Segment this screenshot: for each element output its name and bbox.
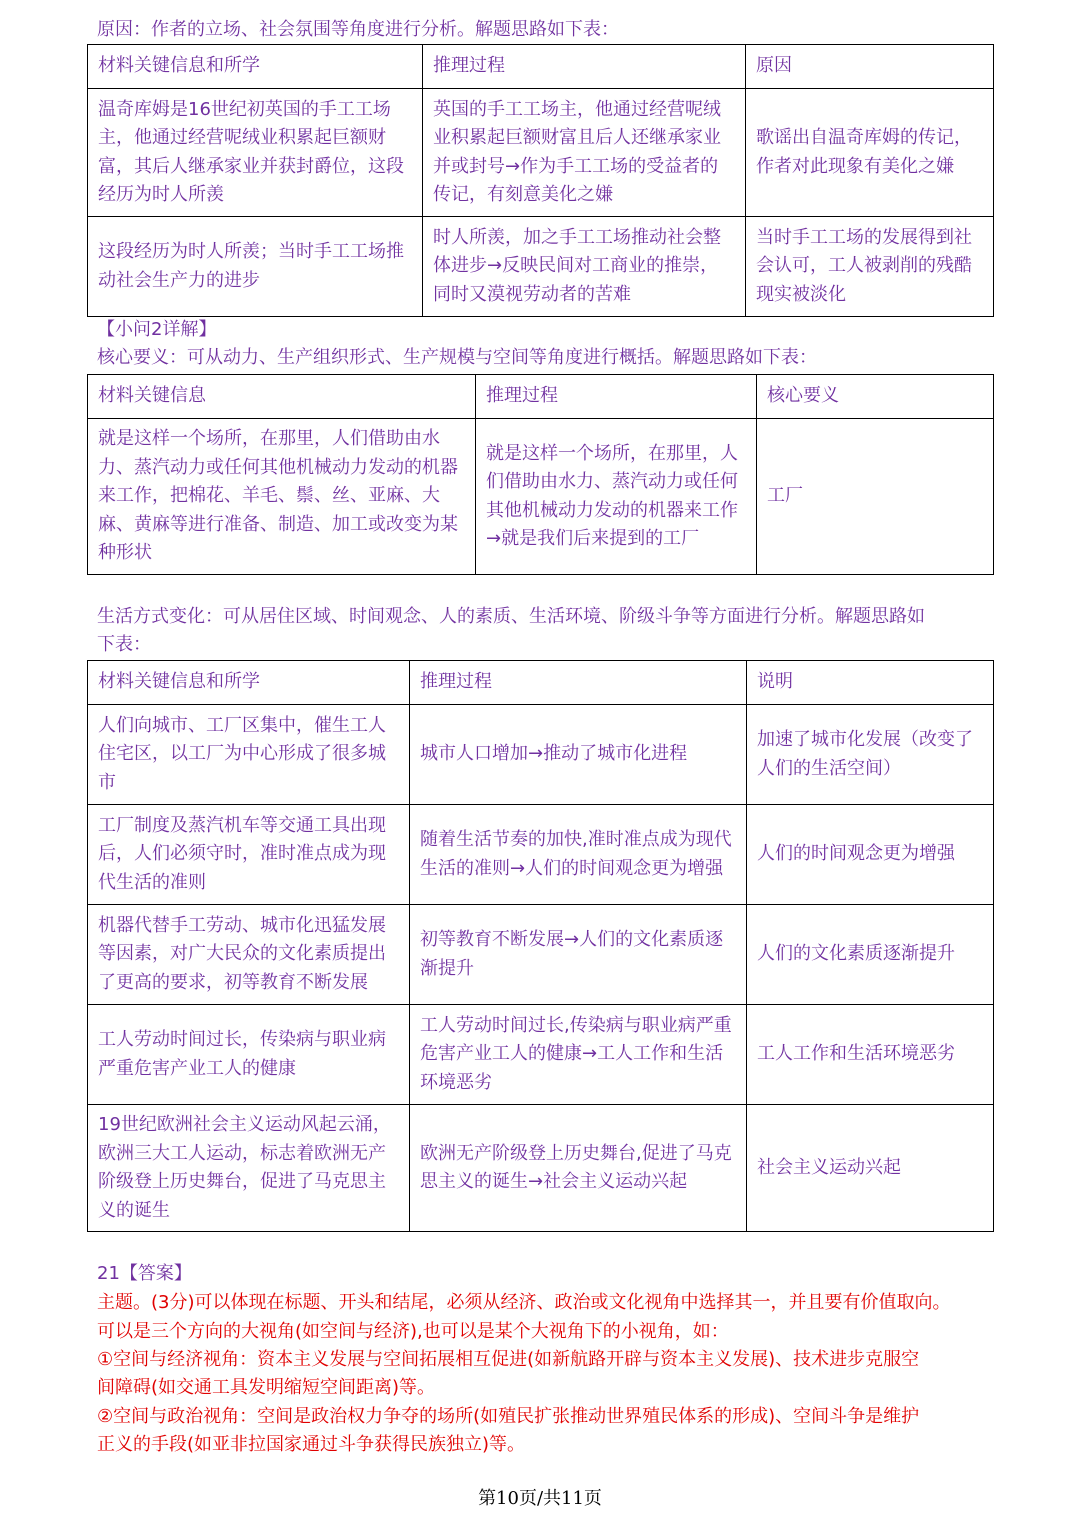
- answer-line-5: ②空间与政治视角：空间是政治权力争夺的场所(如殖民扩张推动世界殖民体系的形成)、空间斗争是维护: [97, 1406, 920, 1427]
- table-row: [88, 419, 994, 575]
- answer-line-3: ①空间与经济视角：资本主义发展与空间拓展相互促进(如新航路开辟与资本主义发展)、技术进步克服空: [97, 1349, 920, 1370]
- table-cell: 人们的文化素质逐渐提升: [747, 905, 994, 1005]
- table-cell: 英国的手工工场主，他通过经营呢绒业积累起巨额财富且后人还继承家业并或封号→作为手工工场的受益者的传记，有刻意美化之嫌: [423, 89, 746, 217]
- table-cell: 工人劳动时间过长，传染病与职业病严重危害产业工人的健康: [88, 1005, 410, 1105]
- table-row: [88, 217, 994, 317]
- table-cell: 工厂制度及蒸汽机车等交通工具出现后，人们必须守时，准时准点成为现代生活的准则: [88, 805, 410, 905]
- header-cell: 材料关键信息和所学: [88, 661, 410, 705]
- header-cell: 推理过程: [410, 661, 747, 705]
- table-header-row: [88, 375, 994, 419]
- header-cell: 推理过程: [476, 375, 757, 419]
- table-row: [88, 1105, 994, 1232]
- section3-intro-line1: 生活方式变化：可从居住区域、时间观念、人的素质、生活环境、阶级斗争等方面进行分析。解题思路如: [97, 606, 925, 627]
- table-cell: 人们向城市、工厂区集中，催生工人住宅区，以工厂为中心形成了很多城市: [88, 705, 410, 805]
- table-cell: 欧洲无产阶级登上历史舞台,促进了马克思主义的诞生→社会主义运动兴起: [410, 1105, 747, 1232]
- table-cell: 工人工作和生活环境恶劣: [747, 1005, 994, 1105]
- table-cell: 机器代替手工劳动、城市化迅猛发展等因素，对广大民众的文化素质提出了更高的要求，初等教育不断发展: [88, 905, 410, 1005]
- header-cell: 材料关键信息和所学: [88, 45, 423, 89]
- table-cell: 工人劳动时间过长,传染病与职业病严重危害产业工人的健康→工人工作和生活环境恶劣: [410, 1005, 747, 1105]
- table-cell: 歌谣出自温奇库姆的传记，作者对此现象有美化之嫌: [746, 89, 994, 217]
- table-cell: 就是这样一个场所，在那里，人们借助由水力、蒸汽动力或任何其他机械动力发动的机器来工作→就是我们后来提到的工厂: [476, 419, 757, 575]
- table-cell: 就是这样一个场所，在那里，人们借助由水力、蒸汽动力或任何其他机械动力发动的机器来工作，把棉花、羊毛、鬃、丝、亚麻、大麻、黄麻等进行准备、制造、加工或改变为某种形状: [88, 419, 476, 575]
- table-cell: 时人所羡，加之手工工场推动社会整体进步→反映民间对工商业的推崇，同时又漠视劳动者的苦难: [423, 217, 746, 317]
- table-header-row: [88, 45, 994, 89]
- table-cell: 这段经历为时人所羡；当时手工工场推动社会生产力的进步: [88, 217, 423, 317]
- table-cell: 城市人口增加→推动了城市化进程: [410, 705, 747, 805]
- table-row: [88, 89, 994, 217]
- section2-intro: 核心要义：可从动力、生产组织形式、生产规模与空间等角度进行概括。解题思路如下表：: [97, 347, 817, 368]
- table-row: [88, 905, 994, 1005]
- lifestyle-table: [87, 660, 994, 1232]
- core-meaning-table: [87, 374, 994, 575]
- table-cell: 初等教育不断发展→人们的文化素质逐渐提升: [410, 905, 747, 1005]
- answer-line-4: 间障碍(如交通工具发明缩短空间距离)等。: [97, 1377, 436, 1398]
- answer-line-6: 正义的手段(如亚非拉国家通过斗争获得民族独立)等。: [97, 1434, 526, 1455]
- header-cell: 材料关键信息: [88, 375, 476, 419]
- table-cell: 工厂: [757, 419, 994, 575]
- table-row: [88, 1005, 994, 1105]
- answer-line-1: 主题。(3分)可以体现在标题、开头和结尾，必须从经济、政治或文化视角中选择其一，并且要有价值取向。: [97, 1292, 951, 1313]
- answer-title: 21【答案】: [97, 1263, 192, 1284]
- header-cell: 核心要义: [757, 375, 994, 419]
- table-cell: 随着生活节奏的加快,准时准点成为现代生活的准则→人们的时间观念更为增强: [410, 805, 747, 905]
- table-cell: 加速了城市化发展（改变了人们的生活空间）: [747, 705, 994, 805]
- table-cell: 当时手工工场的发展得到社会认可，工人被剥削的残酷现实被淡化: [746, 217, 994, 317]
- reason-table: [87, 44, 994, 317]
- page-number: 第10页/共11页: [478, 1488, 602, 1509]
- header-cell: 说明: [747, 661, 994, 705]
- answer-line-2: 可以是三个方向的大视角(如空间与经济),也可以是某个大视角下的小视角，如：: [97, 1321, 729, 1342]
- table-header-row: [88, 661, 994, 705]
- table-row: [88, 805, 994, 905]
- table-cell: 温奇库姆是16世纪初英国的手工工场主，他通过经营呢绒业积累起巨额财富，其后人继承家业并获封爵位，这段经历为时人所羡: [88, 89, 423, 217]
- section2-title: 【小问2详解】: [97, 319, 217, 340]
- section1-intro: 原因：作者的立场、社会氛围等角度进行分析。解题思路如下表：: [97, 19, 619, 40]
- table-row: [88, 705, 994, 805]
- table-cell: 社会主义运动兴起: [747, 1105, 994, 1232]
- header-cell: 推理过程: [423, 45, 746, 89]
- section3-intro-line2: 下表：: [97, 634, 151, 655]
- header-cell: 原因: [746, 45, 994, 89]
- table-cell: 19世纪欧洲社会主义运动风起云涌，欧洲三大工人运动，标志着欧洲无产阶级登上历史舞台，促进了马克思主义的诞生: [88, 1105, 410, 1232]
- table-cell: 人们的时间观念更为增强: [747, 805, 994, 905]
